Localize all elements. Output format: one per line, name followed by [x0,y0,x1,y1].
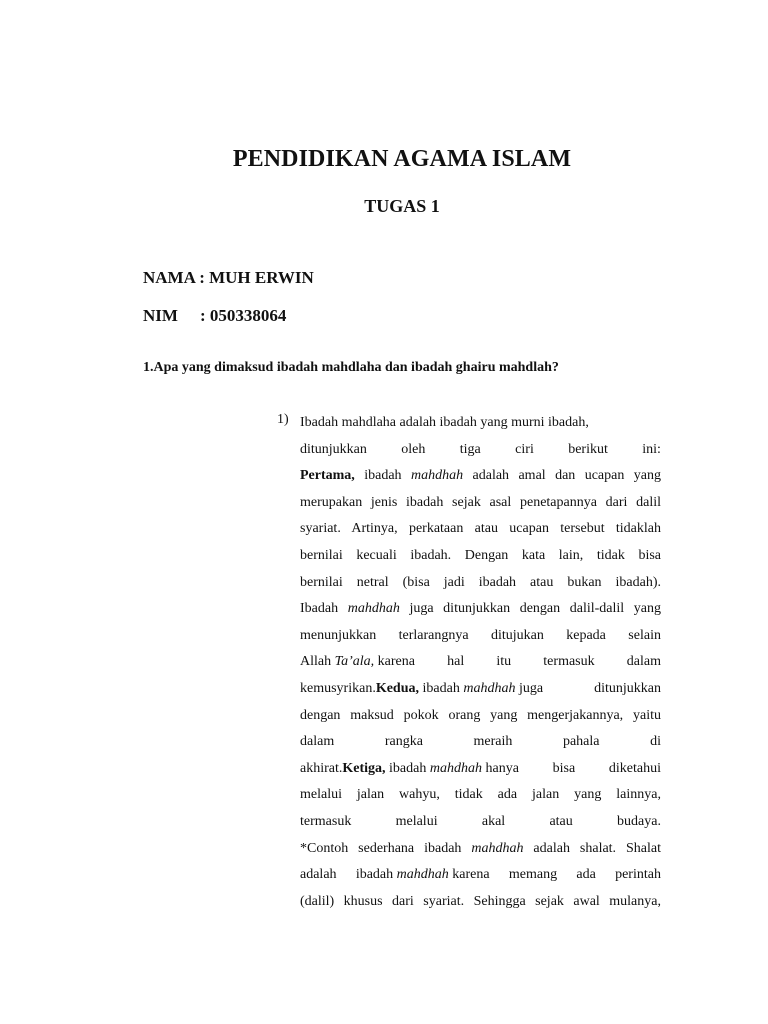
answer-text: Allah [300,654,335,670]
answer-text: juga [515,680,544,696]
answer-text: ibadah [354,468,411,484]
answer-word: termasuk [543,654,595,670]
answer-number: 1) [277,412,289,427]
answer-line [300,623,661,650]
answer-word: dalam [626,654,661,670]
answer-line [300,809,661,836]
answer-word: ciri [515,441,534,457]
answer-text: *Contoh sederhana ibadah [300,840,472,856]
nim-field [143,306,286,326]
answer-word: bisa [552,760,576,776]
answer-word: hal [447,654,465,670]
answer-text: Ibadah [300,601,348,617]
answer-line [300,756,661,783]
answer-word: melalui [395,813,438,829]
question-text: 1.Apa yang dimaksud ibadah mahdlaha dan ibadah ghairu mahdlah? [143,360,559,375]
answer-text: hanya [481,760,519,776]
answer-line [300,729,661,756]
answer-word: adalah [300,867,337,883]
answer-word: tiga [459,441,481,457]
page-title: PENDIDIKAN AGAMA ISLAM [232,146,572,172]
answer-italic: mahdhah [471,840,524,856]
answer-text: ibadah [385,760,430,776]
answer-word [300,649,415,676]
answer-line: merupakan jenis ibadah sejak asal penetapannya dari dalil [300,494,661,510]
answer-line: bernilai netral (bisa jadi ibadah atau bukan ibadah). [300,574,661,590]
answer-italic: mahdhah [429,760,482,776]
answer-word: di [650,734,661,750]
answer-word: meraih [473,734,513,750]
answer-italic: Ta’ala, [334,654,375,670]
answer-line [300,596,661,623]
answer-line: dengan maksud pokok orang yang mengerjakannya, yaitu [300,707,661,723]
answer-word: dalam [300,734,335,750]
nim-label: NIM [143,306,178,325]
answer-text: karena [448,867,490,883]
answer-word: diketahui [608,760,661,776]
answer-text: Ibadah mahdlaha adalah ibadah yang murni ibadah, [300,415,589,430]
answer-line [300,410,661,437]
answer-bold: Pertama, [300,468,355,484]
answer-word: ini: [642,441,661,457]
answer-word: selain [628,627,661,643]
answer-word: terlarangnya [398,627,469,643]
answer-line [300,463,661,490]
answer-italic: mahdhah [410,468,464,484]
answer-body [300,410,661,915]
answer-bold: Ketiga, [342,760,386,776]
answer-word: ditunjukkan [300,441,367,457]
answer-line [300,862,661,889]
answer-text: adalah amal dan ucapan yang [463,468,661,484]
answer-word: akal [481,813,506,829]
answer-text: ibadah [355,867,397,883]
answer-word: termasuk [300,813,352,829]
answer-bold: Kedua, [375,680,420,696]
answer-word: menunjukkan [300,627,377,643]
answer-word: itu [496,654,512,670]
page-subtitle: TUGAS 1 [364,196,440,216]
answer-line: syariat. Artinya, perkataan atau ucapan tersebut tidaklah [300,521,661,537]
answer-line: bernilai kecuali ibadah. Dengan kata lain, tidak bisa [300,547,661,563]
answer-word: berikut [568,441,608,457]
answer-text: juga ditunjukkan dengan dalil-dalil yang [399,601,661,617]
answer-line: (dalil) khusus dari syariat. Sehingga sejak awal mulanya, [300,893,661,909]
answer-word [356,862,490,889]
answer-word: oleh [401,441,426,457]
name-label: NAMA : [143,268,210,287]
answer-line [300,437,661,464]
answer-word: ditunjukkan [594,680,661,696]
answer-word: pahala [562,734,600,750]
answer-italic: mahdhah [347,601,400,617]
answer-text: akhirat. [300,760,343,776]
answer-italic: mahdhah [396,867,449,883]
answer-text: ibadah [419,680,464,696]
answer-word [300,756,519,783]
answer-line [300,676,661,703]
answer-word: ada [576,867,596,883]
answer-text: kemusyrikan. [300,680,376,696]
answer-line: melalui jalan wahyu, tidak ada jalan yang lainnya, [300,787,661,803]
answer-word: ditujukan [490,627,544,643]
answer-text: adalah shalat. Shalat [523,840,661,856]
name-value: MUH ERWIN [209,268,314,287]
answer-word: perintah [615,867,661,883]
nim-value: : 050338064 [200,306,287,325]
answer-word: budaya. [617,813,661,829]
answer-italic: mahdhah [463,680,516,696]
answer-text: karena [374,654,415,670]
answer-word: rangka [384,734,423,750]
answer-line [300,836,661,863]
answer-word: kepada [566,627,606,643]
answer-word [300,676,543,703]
answer-word: memang [508,867,558,883]
answer-line [300,649,661,676]
answer-word: atau [549,813,573,829]
name-field [143,268,314,288]
